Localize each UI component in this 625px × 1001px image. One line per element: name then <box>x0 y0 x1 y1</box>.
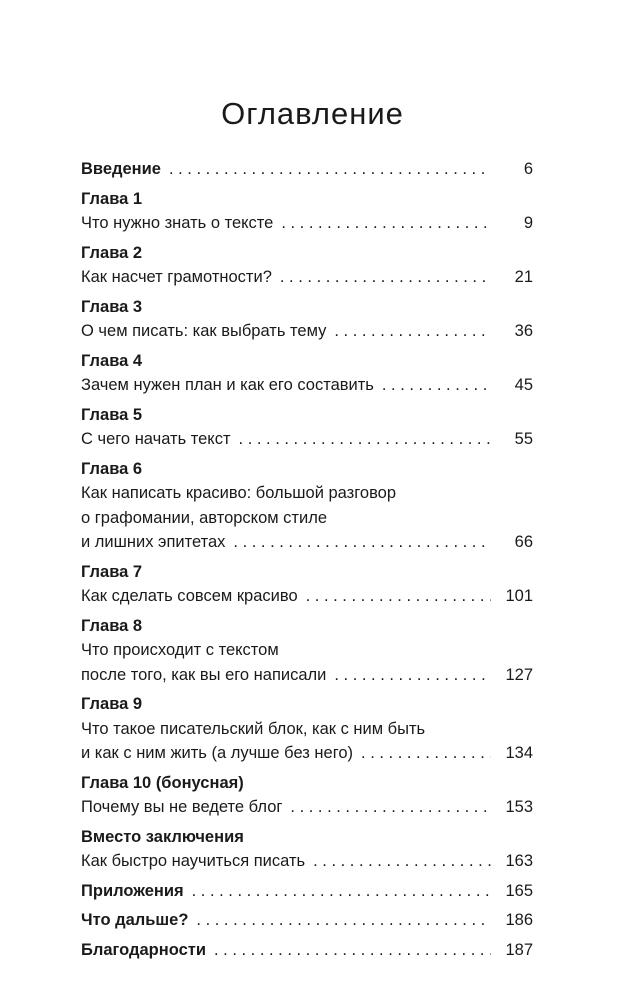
page-number: 66 <box>514 533 533 551</box>
page-number: 101 <box>505 587 533 605</box>
chapter-title-line: Что такое писательский блок, как с ним быть <box>81 719 426 738</box>
page-number: 187 <box>505 940 533 959</box>
toc-entry[interactable] <box>81 825 533 874</box>
toc-row <box>81 938 533 963</box>
page-title: Оглавление <box>221 96 404 131</box>
chapter-title-line: о графомании, авторском стиле <box>81 508 328 527</box>
chapter-heading: Глава 8 <box>81 616 143 635</box>
toc-entry[interactable] <box>81 560 533 609</box>
page-number: 21 <box>514 268 533 286</box>
toc-entry[interactable] <box>81 403 533 452</box>
toc-entry[interactable] <box>81 241 533 290</box>
dot-leader <box>382 373 491 398</box>
section-title: Приложения <box>81 881 184 900</box>
chapter-title-line: Как насчет грамотности? <box>81 268 272 286</box>
toc-entry[interactable] <box>81 295 533 344</box>
chapter-heading: Глава 4 <box>81 351 143 370</box>
toc-entry[interactable] <box>81 349 533 398</box>
toc-row <box>81 373 533 398</box>
section-title: Что дальше? <box>81 911 189 929</box>
dot-leader <box>280 265 491 290</box>
toc-row <box>81 741 533 766</box>
chapter-heading: Глава 3 <box>81 297 143 316</box>
page-number: 186 <box>505 911 533 929</box>
chapter-title-line: Как написать красиво: большой разговор <box>81 484 396 502</box>
chapter-heading: Глава 6 <box>81 459 143 478</box>
page-number: 6 <box>523 160 533 178</box>
chapter-title-line: и как с ним жить (а лучше без него) <box>81 744 354 762</box>
chapter-title-line: и лишних эпитетах <box>81 533 226 551</box>
toc-row <box>81 908 533 933</box>
toc-entry[interactable] <box>81 908 533 933</box>
toc-row <box>81 849 533 874</box>
dot-leader <box>214 938 491 963</box>
toc-entry[interactable] <box>81 692 533 766</box>
toc-row <box>81 319 533 344</box>
chapter-heading: Глава 5 <box>81 405 143 424</box>
dot-leader <box>169 157 491 182</box>
dot-leader <box>281 211 491 236</box>
toc-entry[interactable] <box>81 771 533 820</box>
toc-row <box>81 211 533 236</box>
chapter-title-line: Что нужно знать о тексте <box>81 214 274 232</box>
chapter-heading: Вместо заключения <box>81 827 244 846</box>
dot-leader <box>290 795 491 820</box>
dot-leader <box>313 849 491 874</box>
chapter-heading: Глава 9 <box>81 695 143 713</box>
chapter-heading: Глава 7 <box>81 562 143 581</box>
dot-leader <box>196 908 491 933</box>
page-number: 45 <box>514 376 533 394</box>
chapter-heading: Глава 10 (бонусная) <box>81 773 244 792</box>
toc-entry[interactable] <box>81 157 533 182</box>
page-number: 134 <box>505 744 533 762</box>
page-number: 9 <box>523 214 533 232</box>
toc-row <box>81 530 533 555</box>
page-number: 163 <box>505 852 533 870</box>
page-number: 36 <box>514 322 533 340</box>
dot-leader <box>239 427 491 452</box>
dot-leader <box>334 663 491 688</box>
page-number: 127 <box>505 665 533 684</box>
dot-leader <box>233 530 491 555</box>
section-title: Введение <box>81 160 161 178</box>
table-of-contents <box>81 157 533 967</box>
toc-row <box>81 265 533 290</box>
page-number: 55 <box>514 430 533 448</box>
toc-row <box>81 663 533 688</box>
chapter-title-line: Что происходит с текстом <box>81 641 279 659</box>
chapter-title-line: Как сделать совсем красиво <box>81 587 298 605</box>
dot-leader <box>306 584 491 609</box>
page-number: 165 <box>505 881 533 900</box>
chapter-title-line: Зачем нужен план и как его составить <box>81 376 374 394</box>
chapter-heading: Глава 1 <box>81 189 143 208</box>
toc-entry[interactable] <box>81 614 533 688</box>
dot-leader <box>361 741 491 766</box>
toc-entry[interactable] <box>81 879 533 904</box>
chapter-title-line: Почему вы не ведете блог <box>81 798 283 816</box>
toc-row <box>81 427 533 452</box>
chapter-title-line: С чего начать текст <box>81 430 231 448</box>
toc-row <box>81 157 533 182</box>
dot-leader <box>192 879 491 904</box>
toc-entry[interactable] <box>81 457 533 555</box>
toc-row <box>81 795 533 820</box>
toc-entry[interactable] <box>81 187 533 236</box>
section-title: Благодарности <box>81 940 206 959</box>
chapter-title-line: после того, как вы его написали <box>81 665 327 684</box>
chapter-title-line: О чем писать: как выбрать тему <box>81 322 327 340</box>
chapter-heading: Глава 2 <box>81 243 143 262</box>
page-number: 153 <box>505 798 533 816</box>
toc-row <box>81 584 533 609</box>
toc-row <box>81 879 533 904</box>
chapter-title-line: Как быстро научиться писать <box>81 852 306 870</box>
dot-leader <box>334 319 491 344</box>
toc-entry[interactable] <box>81 938 533 963</box>
